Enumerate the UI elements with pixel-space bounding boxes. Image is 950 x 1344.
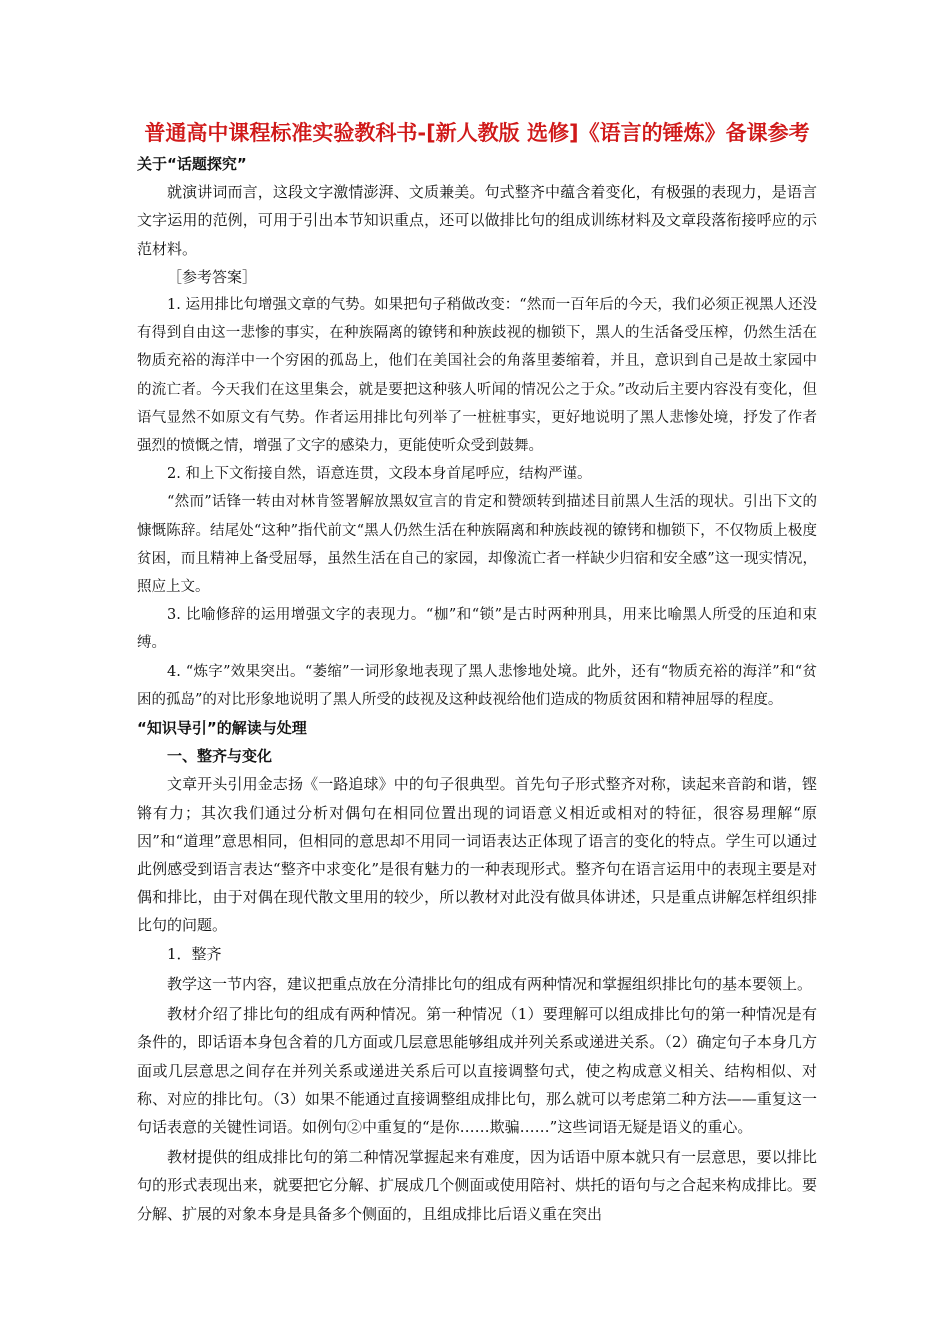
section-heading-guide: “知识导引”的解读与处理 — [137, 719, 307, 738]
answer-paragraph-3: “然而”话锋一转由对林肯签署解放黑奴宣言的肯定和赞颂转到描述目前黑人生活的现状。引出下文的慷慨陈辞。结尾处“这种”指代前文“黑人仍然生活在种族隔离和种族歧视的镣铐和枷锁下，不仅物质上极度贫困，而且精神上备受屈辱，虽然生活在自己的家园，却像流亡者一样缺少归宿和安全感”这一现实情况，照应上文。 — [137, 494, 817, 596]
guide-paragraph-4: 教材提供的组成排比句的第二种情况掌握起来有难度，因为话语中原本就只有一层意思，要以排比句的形式表现出来，就要把它分解、扩展成几个侧面或使用陪衬、烘托的语句与之合起来构成排比。要分解、扩展的对象本身是具备多个侧面的，且组成排比后语义重在突出 — [137, 1148, 817, 1223]
item-label-order: 1．整齐 — [167, 944, 222, 963]
answer-label: ［参考答案］ — [167, 267, 258, 286]
guide-paragraph-2: 教学这一节内容，建议把重点放在分清排比句的组成有两种情况和掌握组织排比句的基本要领上。 — [167, 974, 813, 993]
answer-paragraph-4: 3. 比喻修辞的运用增强文字的表现力。“枷”和“锁”是古时两种刑具，用来比喻黑人所受的压迫和束缚。 — [137, 607, 817, 652]
answer-paragraph-2: 2. 和上下文衔接自然，语意连贯，文段本身首尾呼应，结构严谨。 — [167, 466, 592, 483]
guide-paragraph-1: 文章开头引用金志扬《一路追球》中的句子很典型。首先句子形式整齐对称，读起来音韵和谐，铿锵有力；其次我们通过分析对偶句在相同位置出现的词语意义相近或相对的特征，很容易理解“原因”和“道理”意思相同，但相同的意思却不用同一词语表达正体现了语言的变化的特点。学生可以通过此例感受到语言表达“整齐中求变化”是很有魅力的一种表现形式。整齐句在语言运用中的表现主要是对偶和排比，由于对偶在现代散文里用的较少，所以教材对此没有做具体讲述，只是重点讲解怎样组织排比句的问题。 — [137, 775, 817, 935]
guide-paragraph-3: 教材介绍了排比句的组成有两种情况。第一种情况（1）要理解可以组成排比句的第一种情况是有条件的，即话语本身包含着的几方面或几层意思能够组成并列关系或递进关系。（2）确定句子本身几方面或几层意思之间存在并列关系或递进关系后可以直接调整句式，使之构成意义相关、结构相似、对称、对应的排比句。（3）如果不能通过直接调整组成排比句，那么就可以考虑第二种方法——重复这一句话表意的关键性词语。如例句②中重复的“是你……欺骗……”这些词语无疑是语义的重心。 — [137, 1005, 817, 1136]
document-page — [137, 120, 817, 1228]
answer-paragraph-5: 4. “炼字”效果突出。“萎缩”一词形象地表现了黑人悲惨地处境。此外，还有“物质充裕的海洋”和“贫困的孤岛”的对比形象地说明了黑人所受的歧视及这种歧视给他们造成的物质贫困和精神屈辱的程度。 — [137, 663, 817, 708]
sub-heading-order-and-change: 一、整齐与变化 — [167, 747, 273, 766]
topic-intro-paragraph: 就演讲词而言，这段文字激情澎湃、文质兼美。句式整齐中蕴含着变化，有极强的表现力，是语言文字运用的范例，可用于引出本节知识重点，还可以做排比句的组成训练材料及文章段落衔接呼应的示范材料。 — [137, 183, 817, 258]
section-heading-topic: 关于“话题探究” — [137, 155, 247, 173]
answer-paragraph-1: 1. 运用排比句增强文章的气势。如果把句子稍做改变：“然而一百年后的今天，我们必须正视黑人还没有得到自由这一悲惨的事实，在种族隔离的镣铐和种族歧视的枷锁下，黑人的生活备受压榨，仍然生活在物质充裕的海洋中一个穷困的孤岛上，他们在美国社会的角落里萎缩着，并且，意识到自己是故土家园中的流亡者。今天我们在这里集会，就是要把这种骇人听闻的情况公之于众。”改动后主要内容没有变化，但语气显然不如原文有气势。作者运用排比句列举了一桩桩事实，更好地说明了黑人悲惨处境，抒发了作者强烈的愤慨之情，增强了文字的感染力，更能使听众受到鼓舞。 — [137, 297, 817, 455]
document-title: 普通高中课程标准实验教科书-[新人教版 选修]《语言的锤炼》备课参考 — [144, 121, 810, 145]
